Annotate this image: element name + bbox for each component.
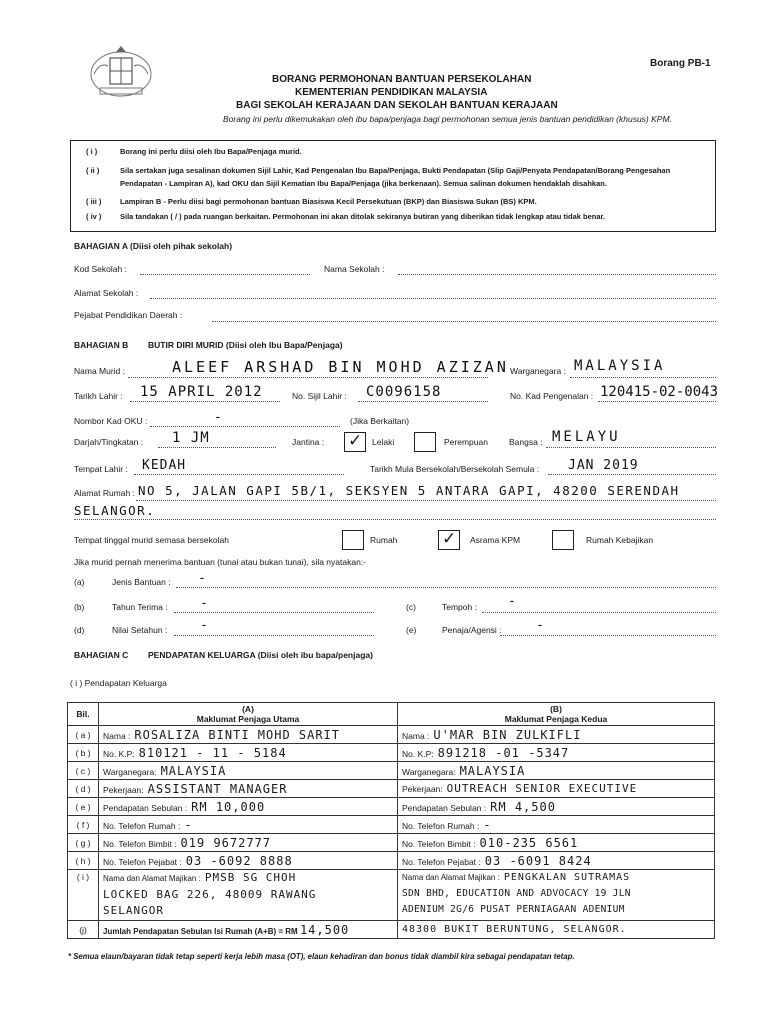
col-a-letter: (A) xyxy=(242,704,254,714)
kebajikan-label: Rumah Kebajikan xyxy=(586,535,654,545)
kad-oku-line xyxy=(150,426,340,427)
bantuan-c-mark: (c) xyxy=(406,602,416,612)
nilai-setahun-value[interactable]: - xyxy=(200,618,209,633)
tarikh-lahir-value[interactable]: 15 APRIL 2012 xyxy=(140,384,263,400)
bangsa-value[interactable]: MELAYU xyxy=(552,429,621,445)
rumah-label: Rumah xyxy=(370,535,398,545)
cell-label: No. Telefon Bimbit : xyxy=(402,838,476,849)
cell-label: Nama dan Alamat Majikan : xyxy=(103,874,201,883)
section-a-title: BAHAGIAN A (Diisi oleh pihak sekolah) xyxy=(74,241,233,251)
row-num: ( f ) xyxy=(68,816,99,834)
table-row-total xyxy=(68,921,715,939)
note-text: Borang ini perlu diisi oleh Ibu Bapa/Penjaga murid. xyxy=(120,147,302,156)
form-subtitle: Borang ini perlu dikemukakan oleh ibu bapa/penjaga bagi permohonan semua jenis bantuan pendidikan (khusus) KPM. xyxy=(223,114,672,124)
warganegara-label: Warganegara : xyxy=(510,366,566,376)
cell-value: 03 -6092 8888 xyxy=(185,853,293,868)
cell-label: Warganegara: xyxy=(402,766,456,777)
bantuan-b-mark: (b) xyxy=(74,602,85,612)
form-title-line3: BAGI SEKOLAH KERAJAAN DAN SEKOLAH BANTUAN KERAJAAN xyxy=(236,100,558,111)
alamat-rumah-line2[interactable]: SELANGOR. xyxy=(74,503,156,518)
row-num: (j) xyxy=(68,921,99,939)
cell-a[interactable] xyxy=(99,816,398,834)
cell-b[interactable] xyxy=(398,726,715,744)
sijil-lahir-label: No. Sijil Lahir : xyxy=(292,391,347,401)
tarikh-lahir-label: Tarikh Lahir : xyxy=(74,391,123,401)
bantuan-e-mark: (e) xyxy=(406,625,417,635)
row-num: ( a ) xyxy=(68,726,99,744)
row-num: ( i ) xyxy=(68,870,99,921)
perempuan-label: Perempuan xyxy=(444,437,488,447)
table-row xyxy=(68,780,715,798)
table-row xyxy=(68,726,715,744)
jenis-bantuan-line xyxy=(176,587,716,588)
total-income-cell[interactable] xyxy=(99,921,398,939)
cell-a[interactable] xyxy=(99,834,398,852)
col-b-header xyxy=(398,703,715,726)
nilai-setahun-label: Nilai Setahun : xyxy=(112,625,168,635)
nilai-setahun-line xyxy=(174,635,374,636)
table-row xyxy=(68,744,715,762)
cell-value: 010-235 6561 xyxy=(479,835,579,850)
alamat-line1-rule xyxy=(136,500,716,501)
lelaki-label: Lelaki xyxy=(372,437,395,447)
cell-b[interactable] xyxy=(398,780,715,798)
pendapatan-keluarga-label: ( i ) Pendapatan Keluarga xyxy=(70,678,167,688)
kad-oku-label: Nombor Kad OKU : xyxy=(74,416,148,426)
tarikh-lahir-line xyxy=(130,401,280,402)
tarikh-mula-value[interactable]: JAN 2019 xyxy=(568,458,639,473)
col-bil-header: Bil. xyxy=(68,703,99,726)
cell-label: Pendapatan Sebulan : xyxy=(103,802,188,813)
cell-label: No. Telefon Bimbit : xyxy=(103,838,177,849)
note-num: ( ii ) xyxy=(86,166,100,175)
total-income-label: Jumlah Pendapatan Sebulan Isi Rumah (A+B) = RM xyxy=(103,926,298,936)
cell-value: OUTREACH SENIOR EXECUTIVE xyxy=(446,782,638,795)
cell-value: RM 10,000 xyxy=(191,799,266,814)
cell-value: 019 9672777 xyxy=(180,835,272,850)
row-num: ( h ) xyxy=(68,852,99,870)
table-row xyxy=(68,834,715,852)
darjah-label: Darjah/Tingkatan : xyxy=(74,437,144,447)
cell-value: 03 -6091 8424 xyxy=(484,853,592,868)
cell-label: Nama : xyxy=(103,730,131,741)
darjah-line xyxy=(158,447,276,448)
cell-label: No. Telefon Pejabat : xyxy=(103,856,182,867)
cell-a-employer[interactable] xyxy=(99,870,398,921)
cell-a[interactable] xyxy=(99,798,398,816)
warganegara-line xyxy=(570,377,716,378)
employer-a-line3: SELANGOR xyxy=(103,904,164,917)
tempat-lahir-value[interactable]: KEDAH xyxy=(142,458,187,473)
cell-label: Pekerjaan: xyxy=(402,784,443,794)
cell-a[interactable] xyxy=(99,852,398,870)
cell-a[interactable] xyxy=(99,744,398,762)
note-text: Sila sertakan juga sesalinan dokumen Sijil Lahir, Kad Pengenalan Ibu Bapa/Penjaga, Bukti Pendapatan (Slip Gaji/Penyata Pendapatan/Borang Pengesahan xyxy=(120,166,671,175)
check-icon: ✓ xyxy=(442,529,457,549)
kebajikan-checkbox[interactable] xyxy=(552,530,574,550)
nama-murid-label: Nama Murid : xyxy=(74,366,126,376)
table-row-employer xyxy=(68,870,715,921)
tempat-tinggal-label: Tempat tinggal murid semasa bersekolah xyxy=(74,535,229,545)
cell-value: - xyxy=(184,817,193,832)
employer-b-line4-cell[interactable] xyxy=(398,921,715,939)
alamat-sekolah-field[interactable] xyxy=(150,298,716,299)
cell-label: Nama dan Alamat Majikan : xyxy=(402,873,500,882)
lelaki-checkbox[interactable] xyxy=(344,432,366,452)
employer-a-line1: PMSB SG CHOH xyxy=(204,871,297,884)
footnote: * Semua elaun/bayaran tidak tetap seperti kerja lebih masa (OT), elaun kehadiran dan bonus tidak diambil kira sebagai pendapatan tetap. xyxy=(68,952,575,961)
rumah-checkbox[interactable] xyxy=(342,530,364,550)
kod-sekolah-field[interactable] xyxy=(140,274,310,275)
bantuan-d-mark: (d) xyxy=(74,625,85,635)
tempat-lahir-label: Tempat Lahir : xyxy=(74,464,128,474)
col-a-header xyxy=(99,703,398,726)
kad-pengenalan-line xyxy=(598,401,716,402)
cell-label: No. Telefon Rumah : xyxy=(103,820,181,831)
cell-b[interactable] xyxy=(398,744,715,762)
note-num: ( iii ) xyxy=(86,197,102,206)
employer-b-line1: PENGKALAN SUTRAMAS xyxy=(503,872,631,883)
bantuan-a-mark: (a) xyxy=(74,577,85,587)
cell-b[interactable] xyxy=(398,798,715,816)
cell-label: No. Telefon Rumah : xyxy=(402,820,480,831)
row-num: ( g ) xyxy=(68,834,99,852)
cell-b[interactable] xyxy=(398,834,715,852)
kad-oku-note: (Jika Berkaitan) xyxy=(350,416,410,426)
warganegara-value[interactable]: MALAYSIA xyxy=(574,358,666,374)
cell-b-employer[interactable] xyxy=(398,870,715,921)
table-row xyxy=(68,816,715,834)
cell-b[interactable] xyxy=(398,762,715,780)
section-b-title: BAHAGIAN B xyxy=(74,340,129,350)
penaja-line xyxy=(500,635,716,636)
cell-value: MALAYSIA xyxy=(160,763,227,778)
tarikh-mula-label: Tarikh Mula Bersekolah/Bersekolah Semula : xyxy=(370,464,540,474)
section-c-title: BAHAGIAN C xyxy=(74,650,129,660)
penaja-value[interactable]: - xyxy=(536,618,545,633)
table-row xyxy=(68,852,715,870)
form-title-line2: KEMENTERIAN PENDIDIKAN MALAYSIA xyxy=(295,87,488,98)
sijil-lahir-value[interactable]: C0096158 xyxy=(366,384,442,400)
cell-label: Pendapatan Sebulan : xyxy=(402,802,487,813)
alamat-sekolah-label: Alamat Sekolah : xyxy=(74,288,139,298)
ppd-label: Pejabat Pendidikan Daerah : xyxy=(74,310,183,320)
cell-label: Warganegara: xyxy=(103,766,157,777)
tarikh-mula-line xyxy=(548,474,716,475)
cell-value: U'MAR BIN ZULKIFLI xyxy=(433,727,582,742)
kad-oku-value[interactable]: - xyxy=(214,410,223,425)
income-table xyxy=(67,702,715,939)
table-header-row xyxy=(68,703,715,726)
kad-pengenalan-value[interactable]: 120415-02-0043 xyxy=(600,384,719,400)
jenis-bantuan-label: Jenis Bantuan : xyxy=(112,577,171,587)
note-text: Lampiran B - Perlu diisi bagi permohonan bantuan Biasiswa Kecil Persekutuan (BKP) dan Biasiswa Sukan (BS) KPM. xyxy=(120,197,537,206)
asrama-checkbox[interactable] xyxy=(438,530,460,550)
employer-b-line2: SDN BHD, EDUCATION AND ADVOCACY 19 JLN xyxy=(402,888,631,899)
cell-value: ASSISTANT MANAGER xyxy=(147,781,288,796)
cell-value: 891218 -01 -5347 xyxy=(437,745,570,760)
col-b-title: Maklumat Penjaga Kedua xyxy=(504,714,608,724)
bangsa-line xyxy=(546,447,716,448)
perempuan-checkbox[interactable] xyxy=(414,432,436,452)
employer-b-line4: 48300 BUKIT BERUNTUNG, SELANGOR. xyxy=(402,924,627,935)
row-num: ( b ) xyxy=(68,744,99,762)
ppd-field[interactable] xyxy=(212,321,716,322)
alamat-rumah-label: Alamat Rumah : xyxy=(74,488,135,498)
nama-murid-line xyxy=(128,377,488,378)
tahun-terima-label: Tahun Terima : xyxy=(112,602,168,612)
alamat-line2-rule xyxy=(74,519,716,520)
table-row xyxy=(68,798,715,816)
tahun-terima-line xyxy=(174,612,374,613)
darjah-value[interactable]: 1 JM xyxy=(172,430,210,446)
cell-value: ROSALIZA BINTI MOHD SARIT xyxy=(134,727,341,742)
penaja-label: Penaja/Agensi : xyxy=(442,625,502,635)
employer-b-line3: ADENIUM 2G/6 PUSAT PERNIAGAAN ADENIUM xyxy=(402,904,625,915)
col-b-letter: (B) xyxy=(550,704,562,714)
cell-a[interactable] xyxy=(99,780,398,798)
cell-value: MALAYSIA xyxy=(459,763,526,778)
cell-label: Nama : xyxy=(402,730,430,741)
government-crest-icon xyxy=(86,44,156,100)
table-row xyxy=(68,762,715,780)
tempat-lahir-line xyxy=(134,474,344,475)
bangsa-label: Bangsa : xyxy=(509,437,543,447)
note-text: Sila tandakan ( / ) pada ruangan berkaitan. Permohonan ini akan ditolak sekiranya butiran yang diberikan tidak lengkap atau tidak benar. xyxy=(120,212,606,221)
nama-sekolah-label: Nama Sekolah : xyxy=(324,264,385,274)
tempoh-label: Tempoh : xyxy=(442,602,477,612)
cell-value: - xyxy=(483,817,492,832)
row-num: ( c ) xyxy=(68,762,99,780)
nama-murid-value[interactable]: ALEEF ARSHAD BIN MOHD AZIZAN xyxy=(172,358,509,376)
kod-sekolah-label: Kod Sekolah : xyxy=(74,264,127,274)
note-num: ( iv ) xyxy=(86,212,102,221)
row-num: ( e ) xyxy=(68,798,99,816)
tahun-terima-value[interactable]: - xyxy=(200,596,209,611)
cell-label: No. K.P: xyxy=(402,748,434,759)
row-num: ( d ) xyxy=(68,780,99,798)
cell-b[interactable] xyxy=(398,816,715,834)
employer-a-line2: LOCKED BAG 226, 48009 RAWANG xyxy=(103,888,317,901)
cell-label: Pekerjaan: xyxy=(103,784,144,795)
form-code: Borang PB-1 xyxy=(650,58,711,69)
check-icon: ✓ xyxy=(348,431,363,451)
cell-label: No. Telefon Pejabat : xyxy=(402,856,481,867)
section-b-subtitle: BUTIR DIRI MURID (Diisi oleh Ibu Bapa/Penjaga) xyxy=(148,340,343,350)
nama-sekolah-field[interactable] xyxy=(398,274,716,275)
tempoh-value[interactable]: - xyxy=(508,594,517,609)
cell-label: No. K.P: xyxy=(103,748,135,759)
cell-value: RM 4,500 xyxy=(490,799,556,814)
sijil-lahir-line xyxy=(358,401,488,402)
bantuan-label: Jika murid pernah menerima bantuan (tunai atau bukan tunai), sila nyatakan:- xyxy=(74,557,367,567)
form-title-line1: BORANG PERMOHONAN BANTUAN PERSEKOLAHAN xyxy=(272,74,532,85)
tempoh-line xyxy=(482,612,716,613)
col-a-title: Maklumat Penjaga Utama xyxy=(196,714,300,724)
cell-a[interactable] xyxy=(99,726,398,744)
kad-pengenalan-label: No. Kad Pengenalan : xyxy=(510,391,594,401)
cell-a[interactable] xyxy=(99,762,398,780)
total-income-value: 14,500 xyxy=(299,922,350,937)
jantina-label: Jantina : xyxy=(292,437,325,447)
jenis-bantuan-value[interactable]: - xyxy=(198,571,207,586)
alamat-rumah-line1[interactable]: NO 5, JALAN GAPI 5B/1, SEKSYEN 5 ANTARA GAPI, 48200 SERENDAH xyxy=(138,483,680,498)
section-c-subtitle: PENDAPATAN KELUARGA (Diisi oleh ibu bapa/penjaga) xyxy=(148,650,373,660)
cell-value: 810121 - 11 - 5184 xyxy=(138,745,287,760)
cell-b[interactable] xyxy=(398,852,715,870)
note-num: ( i ) xyxy=(86,147,98,156)
note-text: Pendapatan - Lampiran A), kad OKU dan Sijil Kematian Ibu Bapa/Penjaga (jika berkenaan). Semua salinan dokumen hendaklah disahkan. xyxy=(120,179,607,188)
asrama-label: Asrama KPM xyxy=(470,535,521,545)
